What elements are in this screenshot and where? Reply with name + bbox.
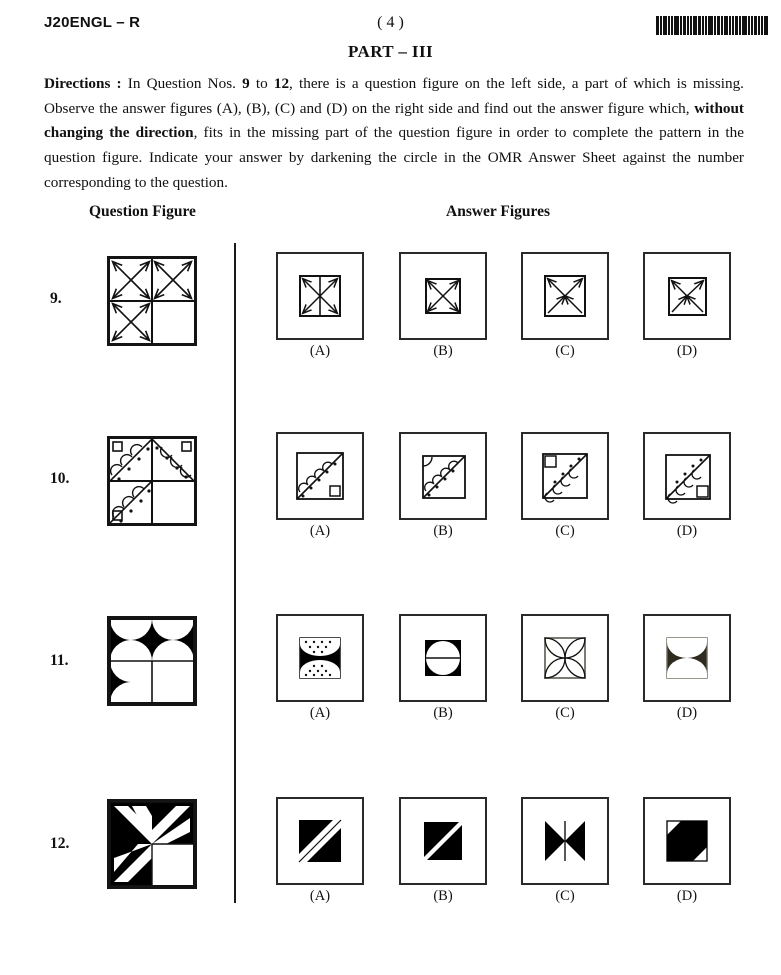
barcode-bar: [764, 16, 768, 35]
paper-code: J20ENGL – R: [44, 14, 141, 31]
option-a-figure: [276, 432, 364, 520]
barcode-bar: [732, 16, 734, 35]
barcode-bar: [729, 16, 731, 35]
option-a-figure: [276, 614, 364, 702]
option-c-figure: [521, 252, 609, 340]
option-b-figure: [399, 252, 487, 340]
option-a-label: (A): [309, 888, 331, 904]
option-a-figure: [276, 797, 364, 885]
option-d-label: (D): [676, 523, 698, 539]
barcode-bar: [724, 16, 728, 35]
barcode-bar: [739, 16, 741, 35]
option-d-label: (D): [676, 705, 698, 721]
part-title: PART – III: [348, 42, 433, 61]
answer-figures-heading: Answer Figures: [446, 203, 551, 220]
barcode-bar: [721, 16, 723, 35]
option-b-label: (B): [433, 888, 453, 904]
barcode-bar: [698, 16, 701, 35]
directions-label: Directions :: [44, 75, 122, 92]
option-a[interactable]: [265, 432, 375, 540]
directions-q-end: 12: [273, 75, 290, 92]
option-c[interactable]: [510, 252, 620, 360]
option-b-label: (B): [433, 523, 453, 539]
barcode: [656, 16, 769, 35]
option-c-label: (C): [555, 705, 575, 721]
barcode-bar: [674, 16, 679, 35]
option-d-figure: [643, 432, 731, 520]
barcode-bar: [671, 16, 673, 35]
option-b-label: (B): [433, 343, 453, 359]
question-row-10: [0, 430, 781, 610]
question-number: 11.: [50, 652, 69, 669]
option-b[interactable]: [388, 614, 498, 722]
barcode-bar: [660, 16, 662, 35]
option-b[interactable]: [388, 432, 498, 540]
barcode-bar: [714, 16, 716, 35]
directions-text-1: In Question Nos.: [121, 75, 243, 92]
option-a[interactable]: [265, 252, 375, 360]
barcode-bar: [748, 16, 750, 35]
question-figure-heading: Question Figure: [89, 203, 196, 220]
barcode-bar: [751, 16, 753, 35]
option-d-figure: [643, 797, 731, 885]
option-a-label: (A): [309, 343, 331, 359]
barcode-bar: [663, 16, 667, 35]
barcode-bar: [668, 16, 670, 35]
option-b-label: (B): [433, 705, 453, 721]
option-c[interactable]: [510, 432, 620, 540]
question-number: 9.: [50, 290, 62, 307]
option-d[interactable]: [632, 797, 742, 905]
option-c-label: (C): [555, 523, 575, 539]
barcode-bar: [693, 16, 697, 35]
barcode-bar: [717, 16, 720, 35]
directions-bold-phrase: without changing the direction: [44, 99, 744, 142]
option-a-label: (A): [309, 523, 331, 539]
option-c-label: (C): [555, 343, 575, 359]
option-b[interactable]: [388, 252, 498, 360]
option-c[interactable]: [510, 797, 620, 905]
option-c-figure: [521, 432, 609, 520]
option-a-figure: [276, 252, 364, 340]
option-b-figure: [399, 797, 487, 885]
circles-on-black-figure: [107, 616, 197, 706]
directions-text-2: to: [249, 75, 274, 92]
option-c-figure: [521, 614, 609, 702]
option-c-figure: [521, 797, 609, 885]
directions-text-4: , fits in the missing part of the question figure in order to complete the pattern in the question figure. Indicate your answer by darkening the circle in the OMR Answer Sheet against the number corresponding to the question.: [44, 124, 744, 191]
page-header: [0, 14, 781, 40]
directions-paragraph: [44, 72, 744, 195]
option-d-figure: [643, 614, 731, 702]
option-d[interactable]: [632, 614, 742, 722]
question-row-12: [0, 795, 781, 975]
barcode-bar: [761, 16, 763, 35]
directions-text-3: , there is a question figure on the left side, a part of which is missing. Observe the answer figures (A), (B), (C) and (D) on the right side and find out the answer figure which,: [44, 75, 744, 117]
barcode-bar: [656, 16, 659, 35]
option-a[interactable]: [265, 797, 375, 905]
option-b-figure: [399, 614, 487, 702]
barcode-bar: [735, 16, 738, 35]
arrows-grid-figure: [107, 256, 197, 346]
option-a-label: (A): [309, 705, 331, 721]
question-number: 12.: [50, 835, 70, 852]
barcode-bar: [702, 16, 704, 35]
option-b-figure: [399, 432, 487, 520]
option-d-figure: [643, 252, 731, 340]
barcode-bar: [754, 16, 757, 35]
question-row-9: [0, 250, 781, 430]
option-d-label: (D): [676, 888, 698, 904]
scallop-diagonal-figure: [107, 436, 197, 526]
barcode-bar: [687, 16, 689, 35]
barcode-bar: [683, 16, 686, 35]
barcode-bar: [680, 16, 682, 35]
option-d[interactable]: [632, 432, 742, 540]
option-c-label: (C): [555, 888, 575, 904]
option-a[interactable]: [265, 614, 375, 722]
option-d-label: (D): [676, 343, 698, 359]
barcode-bar: [690, 16, 692, 35]
page-number: ( 4 ): [377, 14, 404, 31]
question-number: 10.: [50, 470, 70, 487]
directions-q-start: 9: [242, 75, 250, 92]
barcode-bar: [705, 16, 707, 35]
question-row-11: [0, 612, 781, 792]
barcode-bar: [742, 16, 747, 35]
barcode-bar: [708, 16, 713, 35]
option-d[interactable]: [632, 252, 742, 360]
option-c[interactable]: [510, 614, 620, 722]
diagonal-stripes-figure: [107, 799, 197, 889]
option-b[interactable]: [388, 797, 498, 905]
barcode-bar: [758, 16, 760, 35]
